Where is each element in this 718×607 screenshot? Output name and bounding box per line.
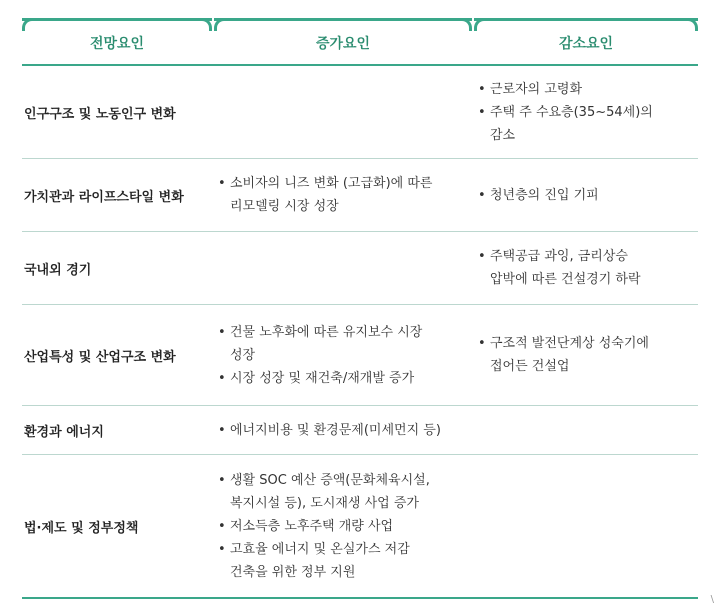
list-item xyxy=(218,469,476,515)
table-row xyxy=(22,64,698,158)
table-body xyxy=(22,64,698,599)
item-text: 에너지비용 및 환경문제(미세먼지 등) xyxy=(230,422,441,438)
bullet-icon: • xyxy=(218,518,226,534)
increase-cell xyxy=(218,305,476,405)
bullet-icon: • xyxy=(218,472,226,488)
list-item xyxy=(218,321,476,367)
bullet-icon: • xyxy=(478,187,486,203)
bullet-icon: • xyxy=(478,81,486,97)
list-item xyxy=(478,184,698,207)
item-text: 시장 성장 및 재건축/재개발 증가 xyxy=(230,370,415,386)
header-label: 감소요인 xyxy=(558,35,614,52)
list-item xyxy=(218,538,476,584)
factor-label: 환경과 에너지 xyxy=(24,424,104,440)
decrease-cell xyxy=(478,455,698,597)
list-item xyxy=(218,367,476,390)
decrease-cell xyxy=(478,406,698,454)
item-text: 주택 주 수요층(35~54세)의 감소 xyxy=(490,104,653,143)
item-text: 근로자의 고령화 xyxy=(490,81,583,97)
table-row xyxy=(22,454,698,599)
item-text: 주택공급 과잉, 금리상승 압박에 따른 건설경기 하락 xyxy=(490,249,641,287)
list-item xyxy=(218,172,476,218)
item-text: 구조적 발전단계상 성숙기에 접어든 건설업 xyxy=(490,336,649,374)
increase-cell xyxy=(218,66,476,158)
header-label: 증가요인 xyxy=(315,35,371,52)
bullet-icon: • xyxy=(218,541,226,557)
header-col-factor xyxy=(22,18,212,64)
list-item xyxy=(218,515,476,538)
header-col-increase xyxy=(214,18,472,64)
factor-label: 법·제도 및 정부정책 xyxy=(24,520,139,536)
decrease-cell xyxy=(478,66,698,158)
table-row xyxy=(22,231,698,304)
list-item xyxy=(218,419,476,442)
item-text: 고효율 에너지 및 온실가스 저감 건축을 위한 정부 지원 xyxy=(230,541,410,580)
bullet-icon: • xyxy=(218,324,226,340)
factor-label: 가치관과 라이프스타일 변화 xyxy=(24,189,184,205)
increase-cell xyxy=(218,232,476,304)
increase-cell xyxy=(218,159,476,231)
list-item xyxy=(478,101,698,147)
decrease-cell xyxy=(478,159,698,231)
bullet-icon: • xyxy=(218,370,226,386)
item-text: 저소득층 노후주택 개량 사업 xyxy=(230,518,394,534)
header-label: 전망요인 xyxy=(89,35,145,52)
increase-cell xyxy=(218,455,476,597)
bullet-icon: • xyxy=(478,249,486,264)
list-item xyxy=(478,78,698,101)
table-row xyxy=(22,158,698,231)
decrease-cell xyxy=(478,305,698,405)
item-text: 건물 노후화에 따른 유지보수 시장 성장 xyxy=(230,324,423,363)
factor-label: 국내외 경기 xyxy=(24,262,92,278)
item-text: 생활 SOC 예산 증액(문화체육시설, 복지시설 등), 도시재생 사업 증가 xyxy=(230,472,430,511)
increase-cell xyxy=(218,406,476,454)
table-row xyxy=(22,405,698,454)
item-text: 소비자의 니즈 변화 (고급화)에 따른 리모델링 시장 성장 xyxy=(230,176,433,214)
factor-label: 인구구조 및 노동인구 변화 xyxy=(24,106,176,122)
item-text: 청년층의 진입 기피 xyxy=(490,187,599,203)
corner-mark: \ xyxy=(710,594,714,605)
bullet-icon: • xyxy=(478,336,486,351)
decrease-cell xyxy=(478,232,698,304)
bullet-icon: • xyxy=(478,104,486,120)
list-item xyxy=(478,332,698,378)
bullet-icon: • xyxy=(218,422,226,438)
list-item xyxy=(478,245,698,291)
table-header xyxy=(22,18,698,64)
bullet-icon: • xyxy=(218,176,226,191)
header-col-decrease xyxy=(474,18,698,64)
table-row xyxy=(22,304,698,405)
factor-table xyxy=(22,18,698,599)
factor-label: 산업특성 및 산업구조 변화 xyxy=(24,349,176,365)
